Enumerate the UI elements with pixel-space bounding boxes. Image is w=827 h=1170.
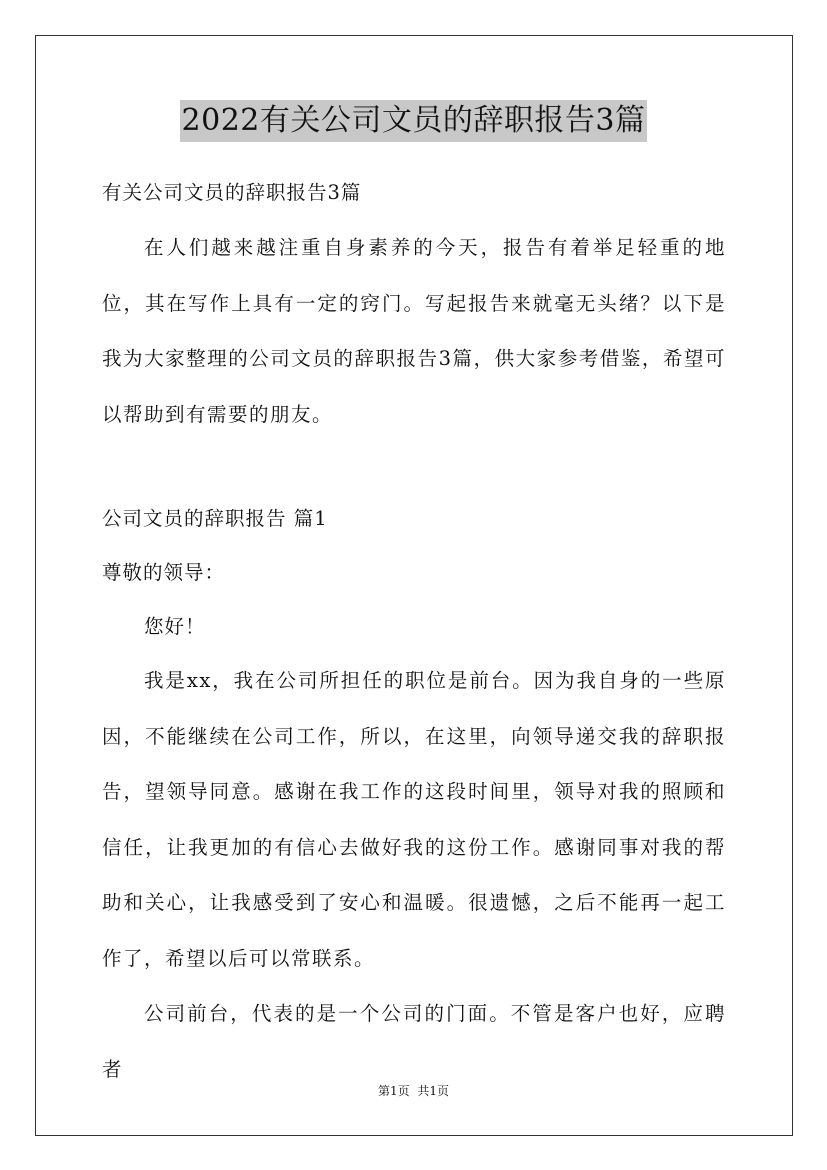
body-paragraph-1: 我是xx，我在公司所担任的职位是前台。因为我自身的一些原因，不能继续在公司工作，所以，在这里，向领导递交我的辞职报告，望领导同意。感谢在我工作的这段时间里，领导对我的照顾和信任，让我更加的有信心去做好我的这份工作。感谢同事对我的帮助和关心，让我感受到了安心和温暖。很遗憾，之后不能再一起工作了，希望以后可以常联系。 bbox=[102, 669, 726, 970]
page-number: 第1页 bbox=[378, 1084, 410, 1098]
intro-paragraph: 在人们越来越注重自身素养的今天，报告有着举足轻重的地位，其在写作上具有一定的窍门。写起报告来就毫无头绪？以下是我为大家整理的公司文员的辞职报告3篇，供大家参考借鉴，希望可以帮助到有需要的朋友。 bbox=[102, 236, 726, 426]
total-pages: 共1页 bbox=[417, 1084, 449, 1098]
section-heading: 公司文员的辞职报告 篇1 bbox=[102, 507, 328, 530]
document-title: 2022有关公司文员的辞职报告3篇 bbox=[180, 100, 648, 142]
body-paragraph-2: 公司前台，代表的是一个公司的门面。不管是客户也好，应聘者 bbox=[102, 1002, 726, 1081]
document-subtitle: 有关公司文员的辞职报告3篇 bbox=[102, 181, 362, 204]
title-container bbox=[0, 100, 827, 142]
page-footer bbox=[0, 1082, 827, 1100]
greeting: 您好！ bbox=[144, 615, 206, 638]
salutation: 尊敬的领导： bbox=[102, 561, 226, 584]
